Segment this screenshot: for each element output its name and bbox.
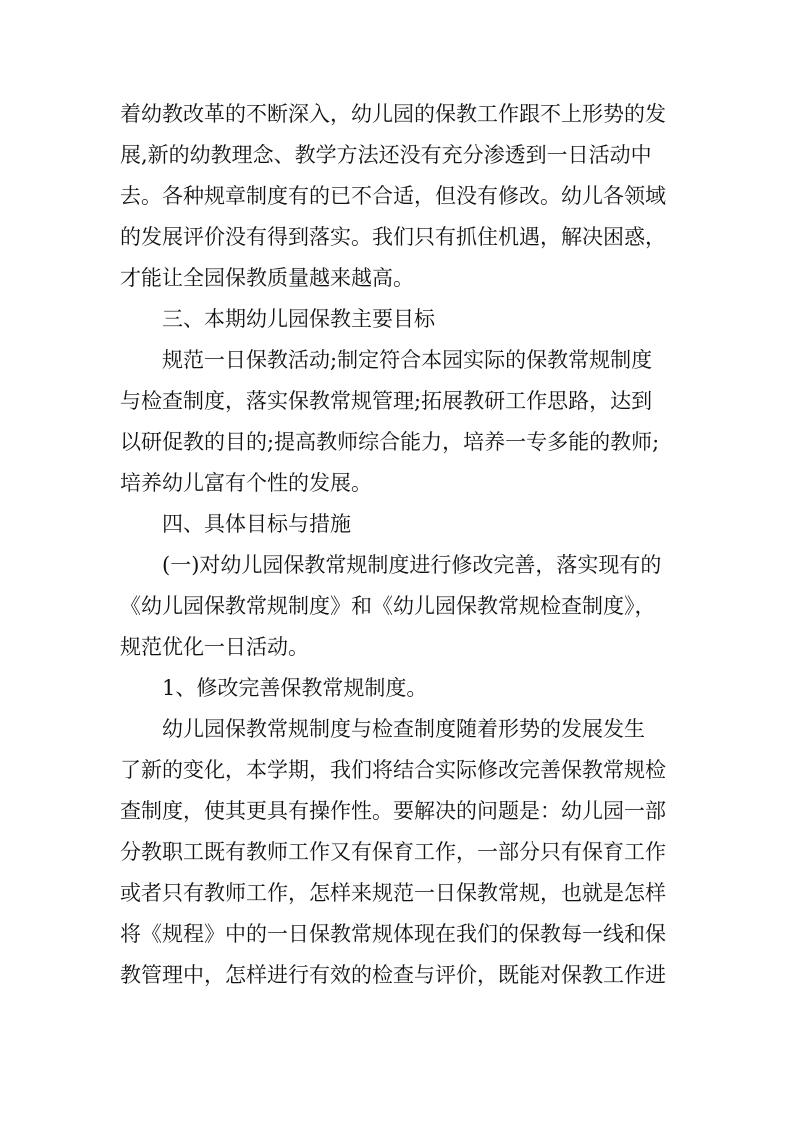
text-line: 着幼教改革的不断深入，幼儿园的保教工作跟不上形势的发 — [120, 102, 666, 126]
text-line: 的发展评价没有得到落实。我们只有抓住机遇，解决困惑， — [120, 225, 666, 249]
text-line: 以研促教的目的;提高教师综合能力，培养一专多能的教师; — [120, 430, 660, 454]
text-line: 分教职工既有教师工作又有保育工作，一部分只有保育工作 — [120, 840, 666, 864]
text-line: 《幼儿园保教常规制度》和《幼儿园保教常规检查制度》， — [120, 594, 656, 618]
text-line: (一)对幼儿园保教常规制度进行修改完善，落实现有的 — [162, 553, 662, 577]
text-line: 才能让全园保教质量越来越高。 — [120, 266, 414, 290]
text-line: 规范优化一日活动。 — [120, 635, 309, 659]
text-line: 或者只有教师工作，怎样来规范一日保教常规，也就是怎样 — [120, 881, 666, 905]
text-line: 将《规程》中的一日保教常规体现在我们的保教每一线和保 — [120, 922, 666, 946]
text-line: 查制度，使其更具有操作性。要解决的问题是：幼儿园一部 — [120, 799, 666, 823]
text-line: 去。各种规章制度有的已不合适，但没有修改。幼儿各领域 — [120, 184, 666, 208]
text-line: 培养幼儿富有个性的发展。 — [120, 471, 372, 495]
text-line: 与检查制度，落实保教常规管理;拓展教研工作思路，达到 — [120, 389, 653, 413]
section-heading: 三、本期幼儿园保教主要目标 — [162, 307, 435, 331]
text-line: 幼儿园保教常规制度与检查制度随着形势的发展发生 — [162, 717, 645, 741]
text-line: 规范一日保教活动;制定符合本园实际的保教常规制度 — [162, 348, 653, 372]
section-heading: 四、具体目标与措施 — [162, 512, 351, 536]
text-line: 教管理中，怎样进行有效的检查与评价，既能对保教工作进 — [120, 963, 666, 987]
text-line: 了新的变化，本学期，我们将结合实际修改完善保教常规检 — [120, 758, 666, 782]
text-line: 展,新的幼教理念、教学方法还没有充分渗透到一日活动中 — [120, 143, 652, 167]
subsection-heading: 1、修改完善保教常规制度。 — [162, 676, 428, 700]
